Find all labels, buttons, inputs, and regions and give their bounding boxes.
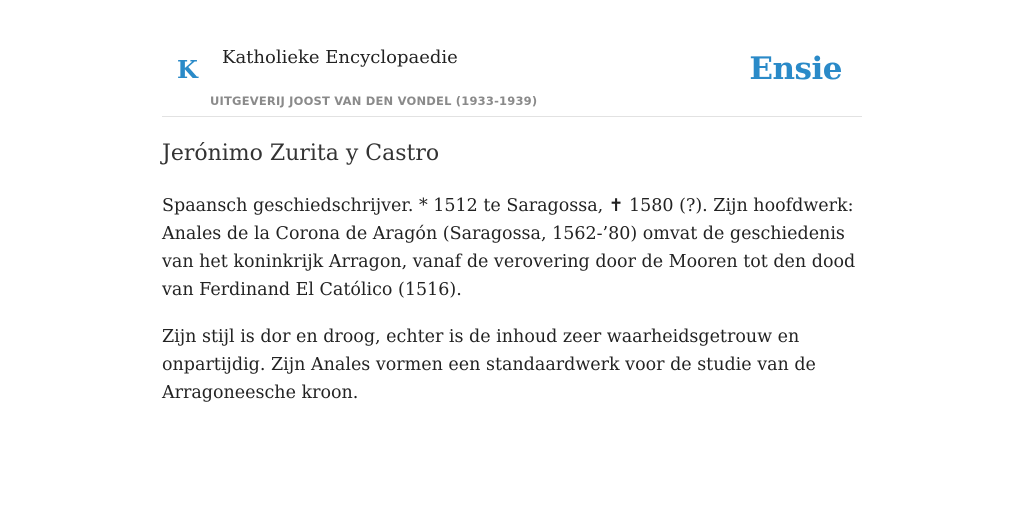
site-header (162, 0, 862, 117)
encyclopedia-title-link[interactable]: Katholieke Encyclopaedie (222, 47, 458, 68)
article-paragraph: Zijn stijl is dor en droog, echter is de inhoud zeer waarheidsgetrouw en onpartijdig. Zijn Anales vormen een standaardwerk voor de studie van de Arragoneesche kroon. (162, 327, 816, 403)
ensie-brand-logo[interactable]: Ensie (749, 51, 842, 87)
article-paragraph: Spaansch geschiedschrijver. * 1512 te Saragossa, ✝ 1580 (?). Zijn hoofdwerk: Anales de la Corona de Aragón (Saragossa, 1562-’80) omvat de geschiedenis van het koninkrijk Arragon, vanaf de verovering door de Mooren tot den dood van Ferdinand El Católico (1516). (162, 196, 856, 300)
publisher-subtitle: UITGEVERIJ JOOST VAN DEN VONDEL (1933-1939) (210, 94, 538, 108)
encyclopedia-logo[interactable]: K (177, 55, 198, 84)
article (162, 138, 862, 407)
article-title: Jerónimo Zurita y Castro (162, 141, 440, 166)
